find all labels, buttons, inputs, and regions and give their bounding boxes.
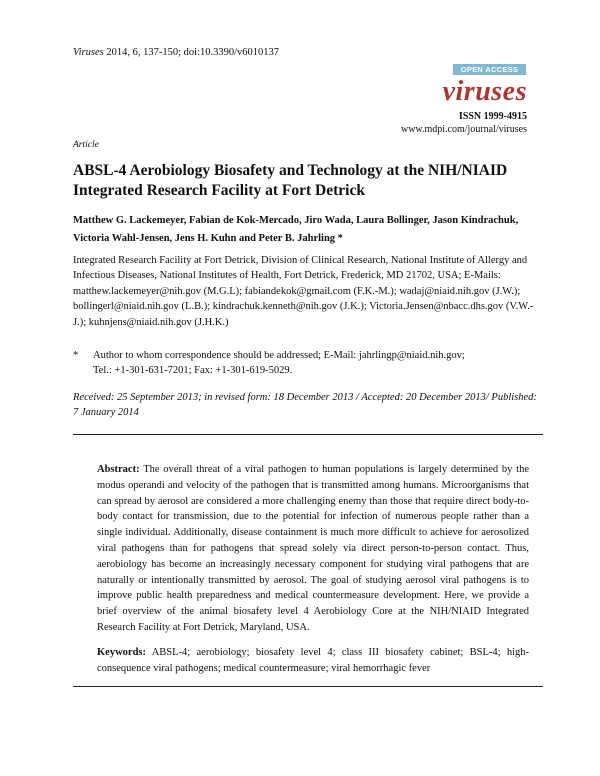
publication-dates: Received: 25 September 2013; in revised form: 18 December 2013 / Accepted: 20 December 2013/ Published: 7 January 2014 [73,392,537,419]
top-rule [73,434,543,435]
abstract-label: Abstract: [97,464,140,475]
article-title: ABSL-4 Aerobiology Biosafety and Technology at the NIH/NIAID Integrated Research Facility at Fort Detrick [73,162,508,199]
author-list: Matthew G. Lackemeyer, Fabian de Kok-Mercado, Jiro Wada, Laura Bollinger, Jason Kindrachuk, Victoria Wahl-Jensen, Jens H. Kuhn and Peter B. Jahrling * [73,215,519,244]
citation-details: 2014, 6, 137-150; doi:10.3390/v6010137 [103,47,280,58]
keywords-text: ABSL-4; aerobiology; biosafety level 4; class III biosafety cabinet; BSL-4; high-consequence viral pathogens; medical countermeasure; viral hemorrhagic fever [97,647,529,674]
issn: ISSN 1999-4915 [458,111,527,122]
abstract-text: The overall threat of a viral pathogen to human populations is largely determined by the modus operandi and velocity of the pathogen that is transmitted among humans. Microorganisms that can spread by aerosol are considered a more challenging enemy than those that require direct body-to-body contact for transmission, due to the potential for infection of numerous people rather than a single individual. Additionally, disease containment is much more difficult to achieve for aerosolized viral pathogens than for pathogens that spread solely via direct person-to-person contact. Thus, aerobiology has become an increasingly necessary component for studying viral pathogens that are naturally or intentionally transmitted by aerosol. The goal of studying aerosol viral pathogens is to improve public health preparedness and medical countermeasure development. Here, we provide a brief overview of the animal biosafety level 4 Aerobiology Core at the NIH/NIAID Integrated Research Facility at Fort Detrick, Maryland, USA. [97,464,530,633]
corresponding-star: * [73,350,79,361]
correspondence-line-1: Author to whom correspondence should be addressed; E-Mail: jahrlingp@niaid.nih.gov; [93,350,465,361]
journal-name: Viruses [73,47,104,58]
journal-logo: viruses [442,76,527,107]
correspondence-line-2: Tel.: +1-301-631-7201; Fax: +1-301-619-5029. [93,365,293,377]
affiliation: Integrated Research Facility at Fort Detrick, Division of Clinical Research, National Institute of Allergy and Infectious Diseases, National Institutes of Health, Fort Detrick, Frederick, MD 21702, USA; E-Mails: matthew.lackemeyer@nih.gov (M.G.L); fabiandekok@gmail.com (F.K.-M.); wadaj@niaid.nih.gov (J.W.); bollingerl@niaid.nih.gov (L.B.); kindrachuk.kenneth@nih.gov (J.K.); Victoria.Jensen@nbacc.dhs.gov (V.W.-J.); kuhnjens@niaid.nih.gov (J.H.K.) [73,255,534,328]
open-access-badge: OPEN ACCESS [453,64,526,75]
correspondence [73,348,543,379]
article-type: Article [73,140,99,150]
journal-url[interactable]: www.mdpi.com/journal/viruses [400,124,527,135]
citation-line [73,47,279,58]
bottom-rule [73,686,543,687]
abstract [97,462,529,636]
keywords [97,645,529,677]
keywords-label: Keywords: [97,647,146,658]
